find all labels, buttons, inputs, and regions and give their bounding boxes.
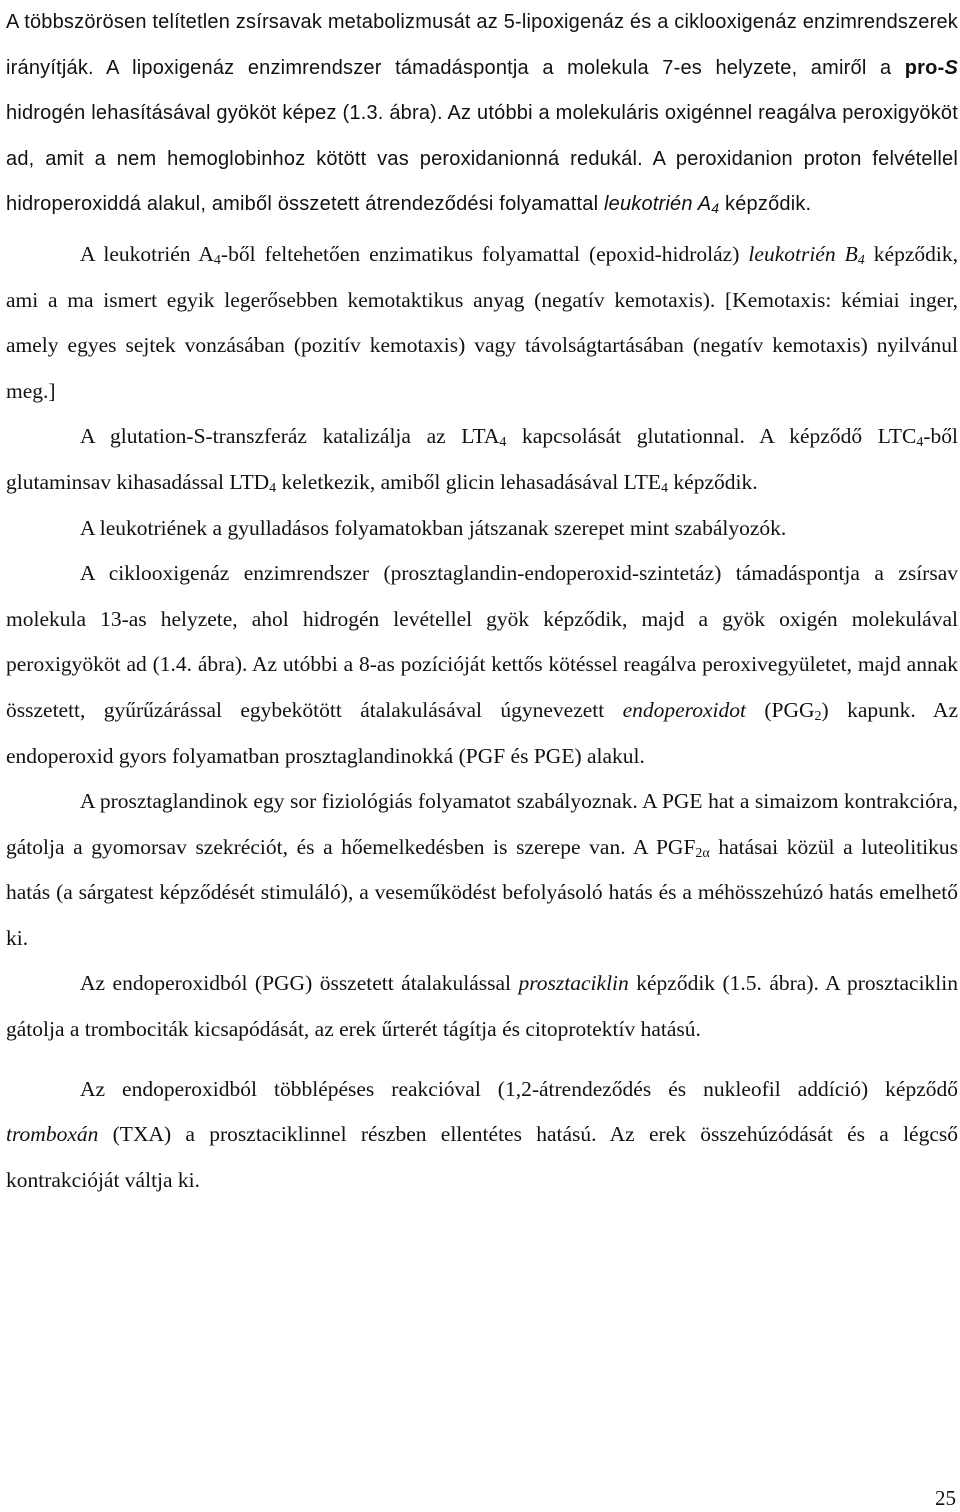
- subscript: 4: [213, 252, 221, 268]
- bold-run: pro-: [904, 56, 945, 79]
- text-run: hidrogén lehasításával gyököt képez (1.3. ábra). Az utóbbi a molekuláris oxigénnel reagálva peroxigyököt ad, amit a nem hemoglobinhoz kötött vas peroxidanionná redukál. A peroxidanion proton felvétellel hidroperoxiddá alakul, amiből összetett átrendeződési folyamattal: [6, 102, 958, 216]
- text-run: keletkezik, amiből glicin lehasadásával LTE: [276, 469, 662, 494]
- italic-run: prosztaciklin: [518, 971, 629, 996]
- text-run: Az endoperoxidból (PGG) összetett átalakulással: [80, 971, 519, 996]
- paragraph-leukotriene-b4: [6, 232, 958, 414]
- text-run: képződik (1.5. ábra). A prosztaciklin gátolja a trombociták kicsapódását, az erek űrterét tágítja és citoprotektív hatású.: [6, 971, 958, 1042]
- italic-run: leukotrién A: [603, 193, 712, 216]
- paragraph-prostacyclin: [6, 961, 958, 1052]
- paragraph-glutathione: [6, 414, 958, 505]
- subscript: 4: [661, 480, 669, 496]
- text-run: hatásai közül a luteolitikus hatás (a sárgatest képződését stimuláló), a veseműködést befolyásoló hatás és a méhösszehúzó hatás emelhető ki.: [6, 834, 958, 950]
- italic-run: tromboxán: [6, 1122, 99, 1147]
- text-run: ) kapunk. Az endoperoxid gyors folyamatban prosztaglandinokká (PGF és PGE) alakul.: [6, 697, 958, 768]
- italic-run: endoperoxidot: [622, 697, 746, 722]
- text-run: Az endoperoxidból többlépéses reakcióval (1,2-átrendeződés és nukleofil addíció) képződő: [80, 1076, 958, 1101]
- text-run: (TXA) a prosztaciklinnel részben ellentétes hatású. Az erek összehúzódását és a légcső kontrakcióját váltja ki.: [6, 1122, 958, 1192]
- text-run: A többszörösen telítetlen zsírsavak metabolizmusát az 5-lipoxigenáz és a ciklooxigenáz enzimrendszerek irányítják. A lipoxigenáz enzimrendszer támadáspontja a molekula 7-es helyzete, amiről a: [6, 11, 958, 79]
- paragraph-prostaglandins: [6, 779, 958, 961]
- subscript: 4: [269, 480, 277, 496]
- text-run: kapcsolását glutationnal. A képződő LTC: [506, 424, 917, 449]
- subscript: 4: [857, 252, 865, 268]
- text-run: (PGG: [746, 697, 815, 722]
- italic-run: leukotrién B: [748, 241, 858, 266]
- text-run: képződik.: [719, 193, 812, 216]
- paragraph-leukotriene-role: [6, 506, 958, 552]
- subscript: 4: [916, 435, 924, 451]
- subscript: 2α: [695, 845, 710, 861]
- text-run: A prosztaglandinok egy sor fiziológiás folyamatot szabályoznak. A PGE hat a simaizom kontrakcióra, gátolja a gyomorsav szekréciót, és a hőemelkedésben is szerepe van. A PGF: [6, 789, 958, 859]
- text-run: -ből feltehetően enzimatikus folyamattal (epoxid-hidroláz): [220, 241, 749, 266]
- page-number: 25: [935, 1486, 956, 1510]
- text-run: képződik.: [668, 469, 758, 494]
- text-run: A glutation-S-transzferáz katalizálja az LTA: [80, 424, 500, 449]
- text-run: A leukotrién A: [80, 241, 214, 266]
- bold-italic-run: S: [944, 56, 958, 79]
- subscript: 2: [814, 708, 822, 724]
- subscript: 4: [711, 200, 720, 217]
- paragraph-lipoxygenase: [6, 0, 958, 228]
- text-run: képződik, ami a ma ismert egyik legerősebben kemotaktikus anyag (negatív kemotaxis). [Kemotaxis: kémiai inger, amely egyes sejtek vonzásában (pozitív kemotaxis) vagy távolságtartásában (negatív kemotaxis) nyilvánul meg.]: [6, 241, 958, 403]
- text-run: -ből glutaminsav kihasadással LTD: [6, 424, 958, 494]
- document-page: [6, 0, 958, 1203]
- paragraph-cyclooxygenase: [6, 551, 958, 779]
- text-run: A ciklooxigenáz enzimrendszer (prosztaglandin-endoperoxid-szintetáz) támadáspontja a zsírsav molekula 13-as helyzete, ahol hidrogén levétellel gyök képződik, majd a gyök oxigén molekulával peroxigyököt ad (1.4. ábra). Az utóbbi a 8-as pozícióját kettős kötéssel reagálva peroxivegyületet, majd annak összetett, gyűrűzárással egybekötött átalakulásával úgynevezett: [6, 561, 958, 722]
- text-run: A leukotriének a gyulladásos folyamatokban játszanak szerepet mint szabályozók.: [80, 515, 787, 540]
- paragraph-thromboxane: [6, 1067, 958, 1204]
- subscript: 4: [499, 435, 507, 451]
